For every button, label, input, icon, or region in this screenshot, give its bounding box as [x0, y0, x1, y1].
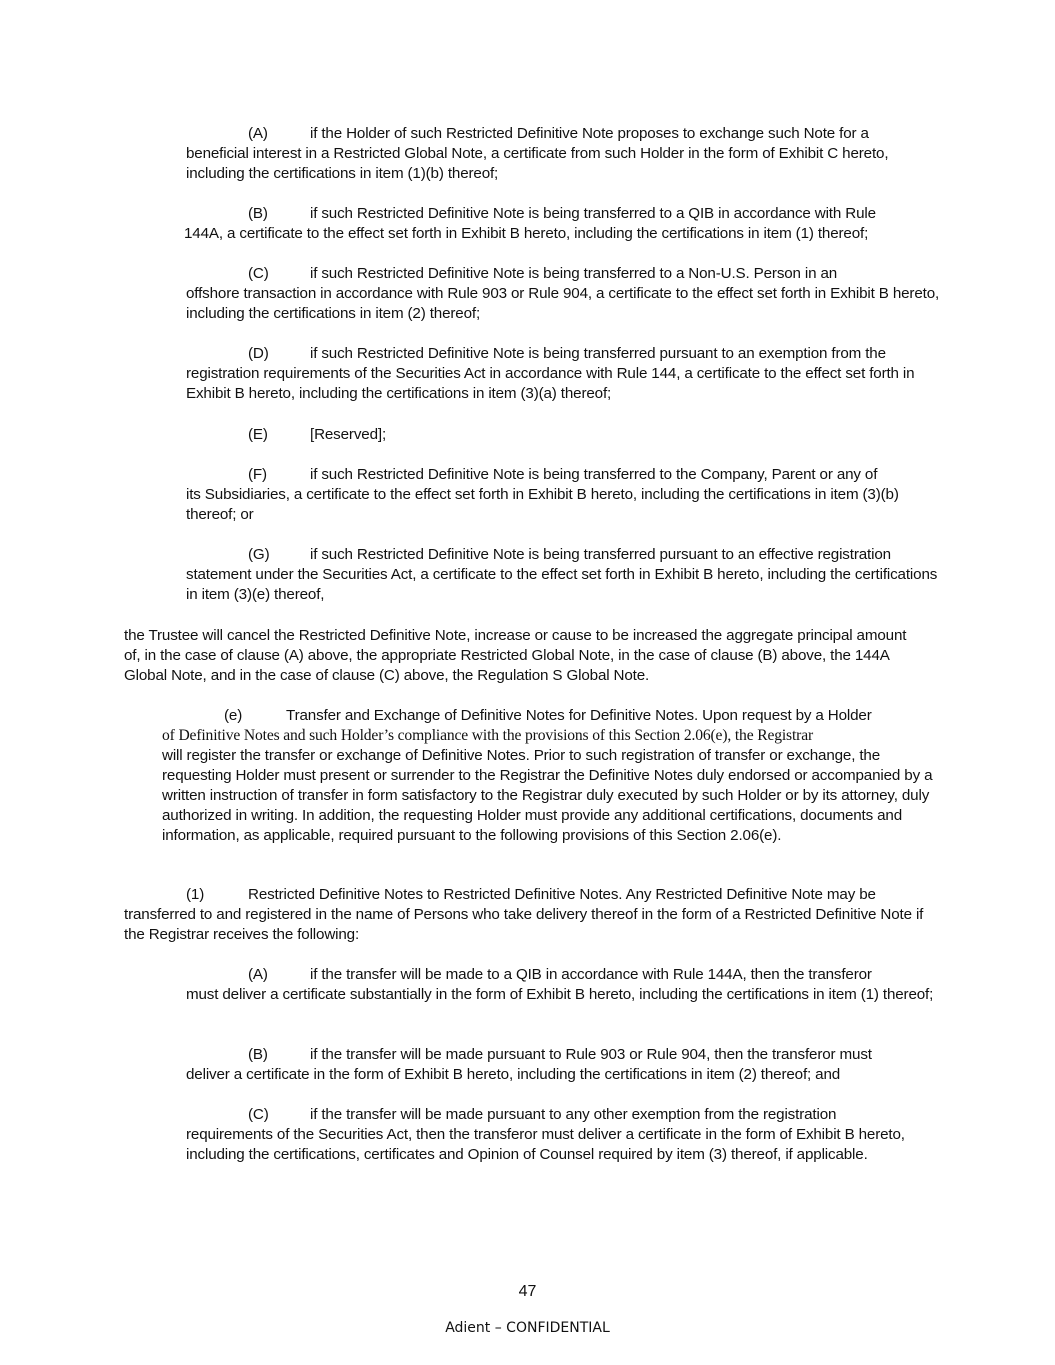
- clause-lead: if the Holder of such Restricted Definitive Note proposes to exchange such Note for a: [310, 125, 869, 142]
- section-e-body: will register the transfer or exchange of Definitive Notes. Prior to such registration of transfer or exchange, the requesting Holder must present or surrender to the Registrar the Definitive Notes duly endorsed or accompanied by a written instruction of transfer in form satisfactory to the Registrar duly executed by such Holder or by its attorney, duly authorized in writing. In addition, the requesting Holder must provide any additional certifications, documents and information, as applicable, required pursuant to the following provisions of this Section 2.06(e).: [162, 747, 933, 844]
- clause-lead: if such Restricted Definitive Note is being transferred pursuant to an effective registration: [310, 546, 891, 563]
- clause-lead: if such Restricted Definitive Note is being transferred to a Non-U.S. Person in an: [310, 265, 838, 282]
- clause-d: [186, 344, 946, 404]
- clause-label: (G): [248, 546, 270, 563]
- clause-body: must deliver a certificate substantially in the form of Exhibit B hereto, including the certifications in item (1) thereof;: [186, 986, 934, 1003]
- clause-label: (F): [248, 466, 267, 483]
- clause-e: [186, 425, 946, 445]
- section-e-label: (e): [224, 707, 243, 724]
- clause-label: (D): [248, 345, 269, 362]
- section-1-lead: Restricted Definitive Notes to Restricted Definitive Notes. Any Restricted Definitive Note may be: [248, 886, 876, 903]
- clause-g: [186, 545, 946, 605]
- clause-label: (E): [248, 426, 268, 443]
- clause-label: (B): [248, 205, 268, 222]
- trustee-paragraph: the Trustee will cancel the Restricted Definitive Note, increase or cause to be increased the aggregate principal amount of, in the case of clause (A) above, the appropriate Restricted Global Note, in the case of clause (B) above, the 144A Global Note, and in the case of clause (C) above, the Regulation S Global Note.: [124, 627, 907, 684]
- clause-label: (C): [248, 265, 269, 282]
- clause-a: [186, 124, 946, 184]
- clause-lead: if such Restricted Definitive Note is being transferred to the Company, Parent or any of: [310, 466, 878, 483]
- section-1-label: (1): [186, 886, 205, 903]
- clause-lead: if the transfer will be made to a QIB in accordance with Rule 144A, then the transferor: [310, 966, 872, 983]
- page-number: 47: [518, 1283, 537, 1300]
- clause-f: [186, 465, 946, 525]
- section-1-body: transferred to and registered in the name of Persons who take delivery thereof in the form of a Restricted Definitive Note if the Registrar receives the following:: [124, 906, 924, 943]
- clause-lead: if the transfer will be made pursuant to Rule 903 or Rule 904, then the transferor must: [310, 1046, 872, 1063]
- clause-body: offshore transaction in accordance with Rule 903 or Rule 904, a certificate to the effect set forth in Exhibit B hereto, including the certifications in item (2) thereof;: [186, 285, 940, 322]
- section-e: [162, 706, 942, 846]
- clause-body: requirements of the Securities Act, then the transferor must deliver a certificate in the form of Exhibit B hereto, including the certifications, certificates and Opinion of Counsel required by item (3) thereof, if applicable.: [186, 1126, 905, 1163]
- clause-c: [186, 264, 946, 324]
- clause-body: statement under the Securities Act, a certificate to the effect set forth in Exhibit B hereto, including the certifications in item (3)(e) thereof,: [186, 566, 938, 603]
- clause-lead: if such Restricted Definitive Note is being transferred to a QIB in accordance with Rule: [310, 205, 876, 222]
- clause-lead: if the transfer will be made pursuant to any other exemption from the registration: [310, 1106, 837, 1123]
- clause-body: beneficial interest in a Restricted Global Note, a certificate from such Holder in the form of Exhibit C hereto, including the certifications in item (1)(b) thereof;: [186, 145, 889, 182]
- clause-body: registration requirements of the Securities Act in accordance with Rule 144, a certificate to the effect set forth in Exhibit B hereto, including the certifications in item (3)(a) thereof;: [186, 365, 915, 402]
- section-e-serif-line: of Definitive Notes and such Holder’s compliance with the provisions of this Section 2.06(e), the Registrar: [162, 727, 814, 744]
- clause-label: (A): [248, 125, 268, 142]
- section-1: [124, 885, 934, 945]
- clause-label: (B): [248, 1046, 268, 1063]
- transfer-clause-a: [186, 965, 946, 1005]
- section-e-lead: Transfer and Exchange of Definitive Notes for Definitive Notes. Upon request by a Holder: [286, 707, 872, 724]
- clause-body: its Subsidiaries, a certificate to the effect set forth in Exhibit B hereto, including the certifications in item (3)(b) thereof; or: [186, 486, 899, 523]
- clause-label: (C): [248, 1106, 269, 1123]
- clause-body: 144A, a certificate to the effect set forth in Exhibit B hereto, including the certifications in item (1) thereof;: [184, 225, 869, 242]
- clause-b: [186, 204, 946, 244]
- clause-body: deliver a certificate in the form of Exhibit B hereto, including the certifications in item (2) thereof; and: [186, 1066, 841, 1083]
- confidential-notice: Adient – CONFIDENTIAL: [445, 1320, 610, 1336]
- transfer-clause-b: [186, 1045, 946, 1085]
- clause-lead: [Reserved];: [310, 426, 387, 443]
- transfer-clause-c: [186, 1105, 946, 1165]
- clause-lead: if such Restricted Definitive Note is being transferred pursuant to an exemption from the: [310, 345, 886, 362]
- clause-label: (A): [248, 966, 268, 983]
